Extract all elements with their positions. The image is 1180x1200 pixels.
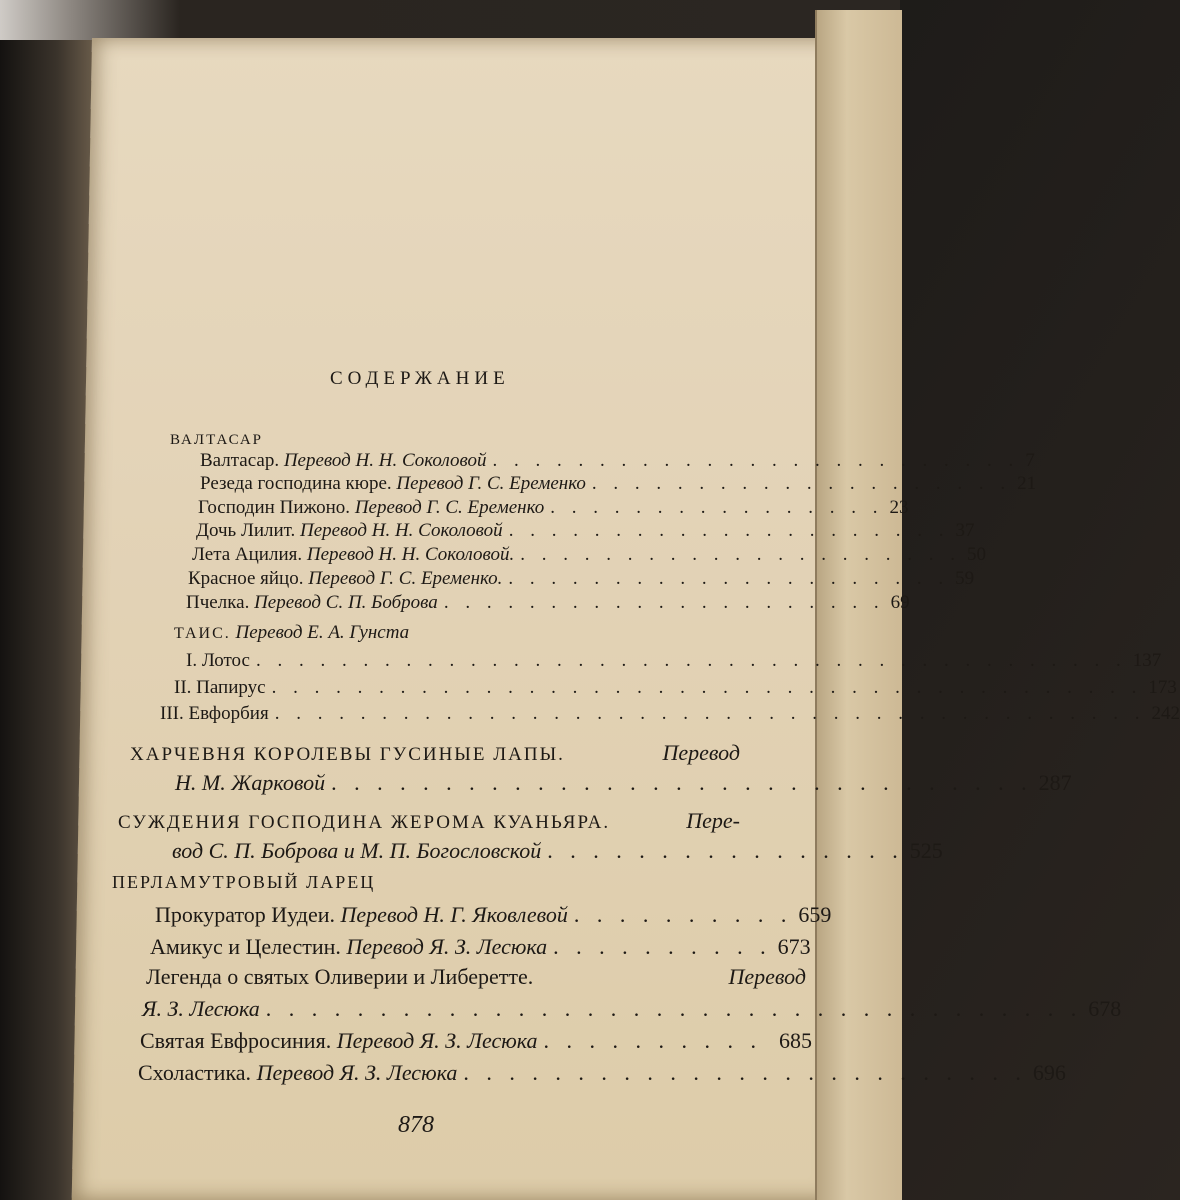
leader-dots: . . . . . . . . . . bbox=[553, 934, 772, 959]
leader-dots: . . . . . . . . . . . . . . . . bbox=[547, 838, 904, 863]
entry-page: 173 bbox=[1148, 677, 1177, 698]
entry-page: 69 bbox=[890, 592, 910, 613]
leader-dots: . . . . . . . . . . . . . . . . . . . . . . . . . . . . . . . . . . . . . . . . . bbox=[255, 650, 1127, 671]
entry-page: 21 bbox=[1017, 473, 1037, 494]
entry-page: 287 bbox=[1038, 770, 1072, 795]
leader-dots: . . . . . . . . . . bbox=[573, 902, 793, 927]
entry-translator: Перевод Г. С. Еременко. bbox=[308, 568, 503, 589]
entry-title: Резеда господина кюре. bbox=[200, 473, 392, 494]
leader-dots: . . . . . . . . . . . . . . . . . . . . . bbox=[520, 544, 962, 565]
section-title-tavern: ХАРЧЕВНЯ КОРОЛЕВЫ ГУСИНЫЕ ЛАПЫ. Перевод bbox=[130, 740, 740, 765]
leader-dots: . . . . . . . . . . . . . . . . . . . . . . . . . . . . . . . . . . . . bbox=[265, 996, 1083, 1021]
entry-translator: Перевод Н. Н. Соколовой bbox=[283, 450, 487, 471]
toc-entry-continued bbox=[142, 996, 1122, 1022]
toc-entry bbox=[175, 770, 1072, 796]
entry-translator: Перевод Я. З. Лесюка bbox=[336, 1028, 538, 1053]
toc-heading: СОДЕРЖАНИЕ bbox=[330, 368, 510, 389]
entry-title: Схоластика. bbox=[138, 1060, 252, 1085]
entry-page: 7 bbox=[1025, 450, 1035, 471]
entry-title: II. Папирус bbox=[174, 677, 266, 698]
leader-dots: . . . . . . . . . . . . . . . . . . . . . . . . . . . . . . . bbox=[331, 770, 1033, 795]
toc-entry bbox=[188, 568, 975, 590]
entry-title: Валтасар. bbox=[200, 450, 280, 471]
section-title-thais: ТАИС. Перевод Е. А. Гунста bbox=[174, 622, 410, 643]
leader-dots: . . . . . . . . . . . . . . . . . . . . . . . . . bbox=[463, 1060, 1027, 1085]
toc-entry bbox=[138, 1060, 1066, 1086]
entry-title: Господин Пижоно. bbox=[198, 497, 351, 518]
leader-dots: . . . . . . . . . . . . . . . . . . . . . . . . . bbox=[492, 450, 1020, 471]
leader-dots: . . . . . . . . . . . . . . . . . . . . bbox=[591, 473, 1012, 494]
entry-page: 37 bbox=[955, 520, 975, 541]
entry-title: Легенда о святых Оливерии и Либеретте. bbox=[146, 964, 534, 989]
entry-page: 50 bbox=[967, 544, 987, 565]
entry-translator: Перевод bbox=[662, 740, 740, 765]
toc-entry bbox=[172, 838, 943, 864]
leader-dots: . . . . . . . . . . . . . . . . . . . . . bbox=[443, 592, 885, 613]
entry-translator: Перевод Н. Г. Яковлевой bbox=[340, 902, 568, 927]
entry-title: III. Евфорбия bbox=[160, 703, 269, 724]
entry-translator: Перевод Я. З. Лесюка bbox=[346, 934, 548, 959]
entry-page: 696 bbox=[1032, 1060, 1066, 1085]
toc-entry bbox=[200, 450, 1035, 472]
entry-title: Святая Евфросиния. bbox=[140, 1028, 332, 1053]
entry-page: 673 bbox=[777, 934, 811, 959]
entry-title: Красное яйцо. bbox=[188, 568, 304, 589]
entry-title: Дочь Лилит. bbox=[196, 520, 296, 541]
entry-translator: Пере- bbox=[686, 808, 740, 833]
section-title-valtasar: ВАЛТАСАР bbox=[170, 432, 263, 448]
entry-page: 137 bbox=[1132, 650, 1162, 671]
toc-entry bbox=[186, 592, 910, 614]
entry-translator: Перевод Н. Н. Соколовой. bbox=[306, 544, 515, 565]
toc-entry bbox=[192, 544, 987, 566]
toc-entry bbox=[200, 473, 1037, 495]
entry-page: 242 bbox=[1151, 703, 1180, 724]
entry-page: 678 bbox=[1088, 996, 1122, 1021]
entry-page: 59 bbox=[955, 568, 975, 589]
leader-dots: . . . . . . . . . . bbox=[543, 1028, 762, 1053]
toc-entry bbox=[160, 703, 1180, 725]
entry-page: 659 bbox=[798, 902, 832, 927]
toc-entry bbox=[196, 520, 975, 542]
entry-translator: Перевод Н. Н. Соколовой bbox=[300, 520, 503, 541]
toc-entry bbox=[186, 650, 1162, 672]
section-title-coignard: СУЖДЕНИЯ ГОСПОДИНА ЖЕРОМА КУАНЬЯРА. Пере- bbox=[118, 808, 740, 833]
leader-dots: . . . . . . . . . . . . . . . . bbox=[550, 497, 884, 518]
entry-page: 525 bbox=[909, 838, 943, 863]
leader-dots: . . . . . . . . . . . . . . . . . . . . . . . . . . . . . . . . . . . . . . . . . bbox=[271, 677, 1143, 698]
entry-translator: Перевод Г. С. Еременко bbox=[396, 473, 586, 494]
toc-entry bbox=[174, 677, 1177, 699]
entry-title: Прокуратор Иудеи. bbox=[155, 902, 336, 927]
entry-translator: Перевод Я. З. Лесюка bbox=[256, 1060, 458, 1085]
leader-dots: . . . . . . . . . . . . . . . . . . . . . bbox=[508, 520, 950, 541]
toc-entry bbox=[140, 1028, 812, 1054]
entry-translator: вод С. П. Боброва и М. П. Богословской bbox=[172, 838, 542, 863]
entry-title: Пчелка. bbox=[186, 592, 250, 613]
entry-translator: Н. М. Жарковой bbox=[175, 770, 326, 795]
toc-entry bbox=[155, 902, 832, 928]
entry-translator: Перевод bbox=[728, 964, 806, 989]
leader-dots: . . . . . . . . . . . . . . . . . . . . . bbox=[508, 568, 950, 589]
entry-page: 685 bbox=[779, 1028, 812, 1053]
leader-dots: . . . . . . . . . . . . . . . . . . . . . . . . . . . . . . . . . . . . . . . . . bbox=[274, 703, 1146, 724]
entry-title: Лета Ацилия. bbox=[192, 544, 303, 565]
entry-title: I. Лотос bbox=[186, 650, 250, 671]
entry-translator: Я. З. Лесюка bbox=[142, 996, 260, 1021]
toc-entry bbox=[146, 964, 806, 990]
entry-title: Амикус и Целестин. bbox=[150, 934, 341, 959]
page-number: 878 bbox=[398, 1112, 434, 1138]
toc-entry bbox=[198, 497, 909, 519]
entry-page: 23 bbox=[889, 497, 909, 518]
section-title-mother-of-pearl: ПЕРЛАМУТРОВЫЙ ЛАРЕЦ bbox=[112, 872, 376, 892]
toc-entry bbox=[150, 934, 811, 960]
entry-translator: Перевод Г. С. Еременко bbox=[354, 497, 545, 518]
entry-translator: Перевод Е. А. Гунста bbox=[235, 622, 410, 643]
entry-translator: Перевод С. П. Боброва bbox=[254, 592, 438, 613]
